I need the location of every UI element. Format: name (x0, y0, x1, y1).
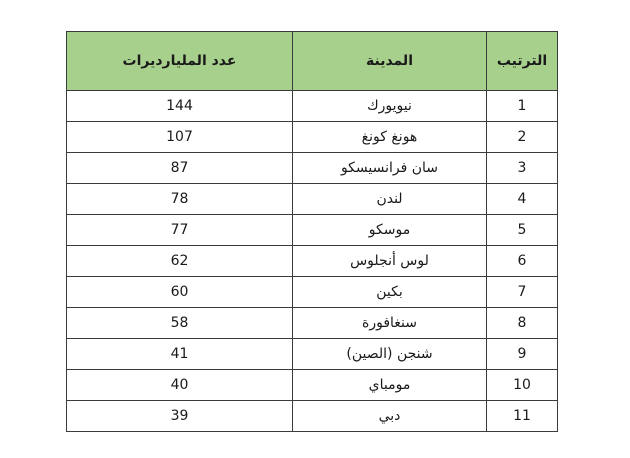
city-cell: مومباي (293, 370, 487, 401)
rank-cell: 11 (487, 401, 558, 432)
table-header-row (67, 32, 558, 91)
table-row (67, 184, 558, 215)
table-row (67, 153, 558, 184)
rank-cell: 8 (487, 308, 558, 339)
city-cell: سان فرانسيسكو (293, 153, 487, 184)
city-cell: هونغ كونغ (293, 122, 487, 153)
city-cell: لوس أنجلوس (293, 246, 487, 277)
city-cell: شنجن (الصين) (293, 339, 487, 370)
city-cell: لندن (293, 184, 487, 215)
billionaire-cities-table (66, 31, 558, 432)
count-cell: 144 (67, 91, 293, 122)
table-row (67, 401, 558, 432)
rank-cell: 5 (487, 215, 558, 246)
count-cell: 78 (67, 184, 293, 215)
rank-cell: 6 (487, 246, 558, 277)
rank-cell: 4 (487, 184, 558, 215)
table-row (67, 215, 558, 246)
count-cell: 40 (67, 370, 293, 401)
table-row (67, 308, 558, 339)
header-rank: الترتيب (487, 32, 558, 91)
table-container (66, 31, 557, 432)
header-billionaire-count: عدد المليارديرات (67, 32, 293, 91)
count-cell: 107 (67, 122, 293, 153)
count-cell: 62 (67, 246, 293, 277)
table-row (67, 277, 558, 308)
table-row (67, 91, 558, 122)
count-cell: 60 (67, 277, 293, 308)
rank-cell: 10 (487, 370, 558, 401)
city-cell: دبي (293, 401, 487, 432)
city-cell: بكين (293, 277, 487, 308)
rank-cell: 1 (487, 91, 558, 122)
city-cell: سنغافورة (293, 308, 487, 339)
rank-cell: 9 (487, 339, 558, 370)
header-city: المدينة (293, 32, 487, 91)
table-row (67, 122, 558, 153)
table-row (67, 246, 558, 277)
city-cell: موسكو (293, 215, 487, 246)
count-cell: 41 (67, 339, 293, 370)
rank-cell: 7 (487, 277, 558, 308)
table-row (67, 339, 558, 370)
count-cell: 58 (67, 308, 293, 339)
rank-cell: 3 (487, 153, 558, 184)
table-row (67, 370, 558, 401)
count-cell: 39 (67, 401, 293, 432)
count-cell: 87 (67, 153, 293, 184)
city-cell: نيويورك (293, 91, 487, 122)
rank-cell: 2 (487, 122, 558, 153)
count-cell: 77 (67, 215, 293, 246)
